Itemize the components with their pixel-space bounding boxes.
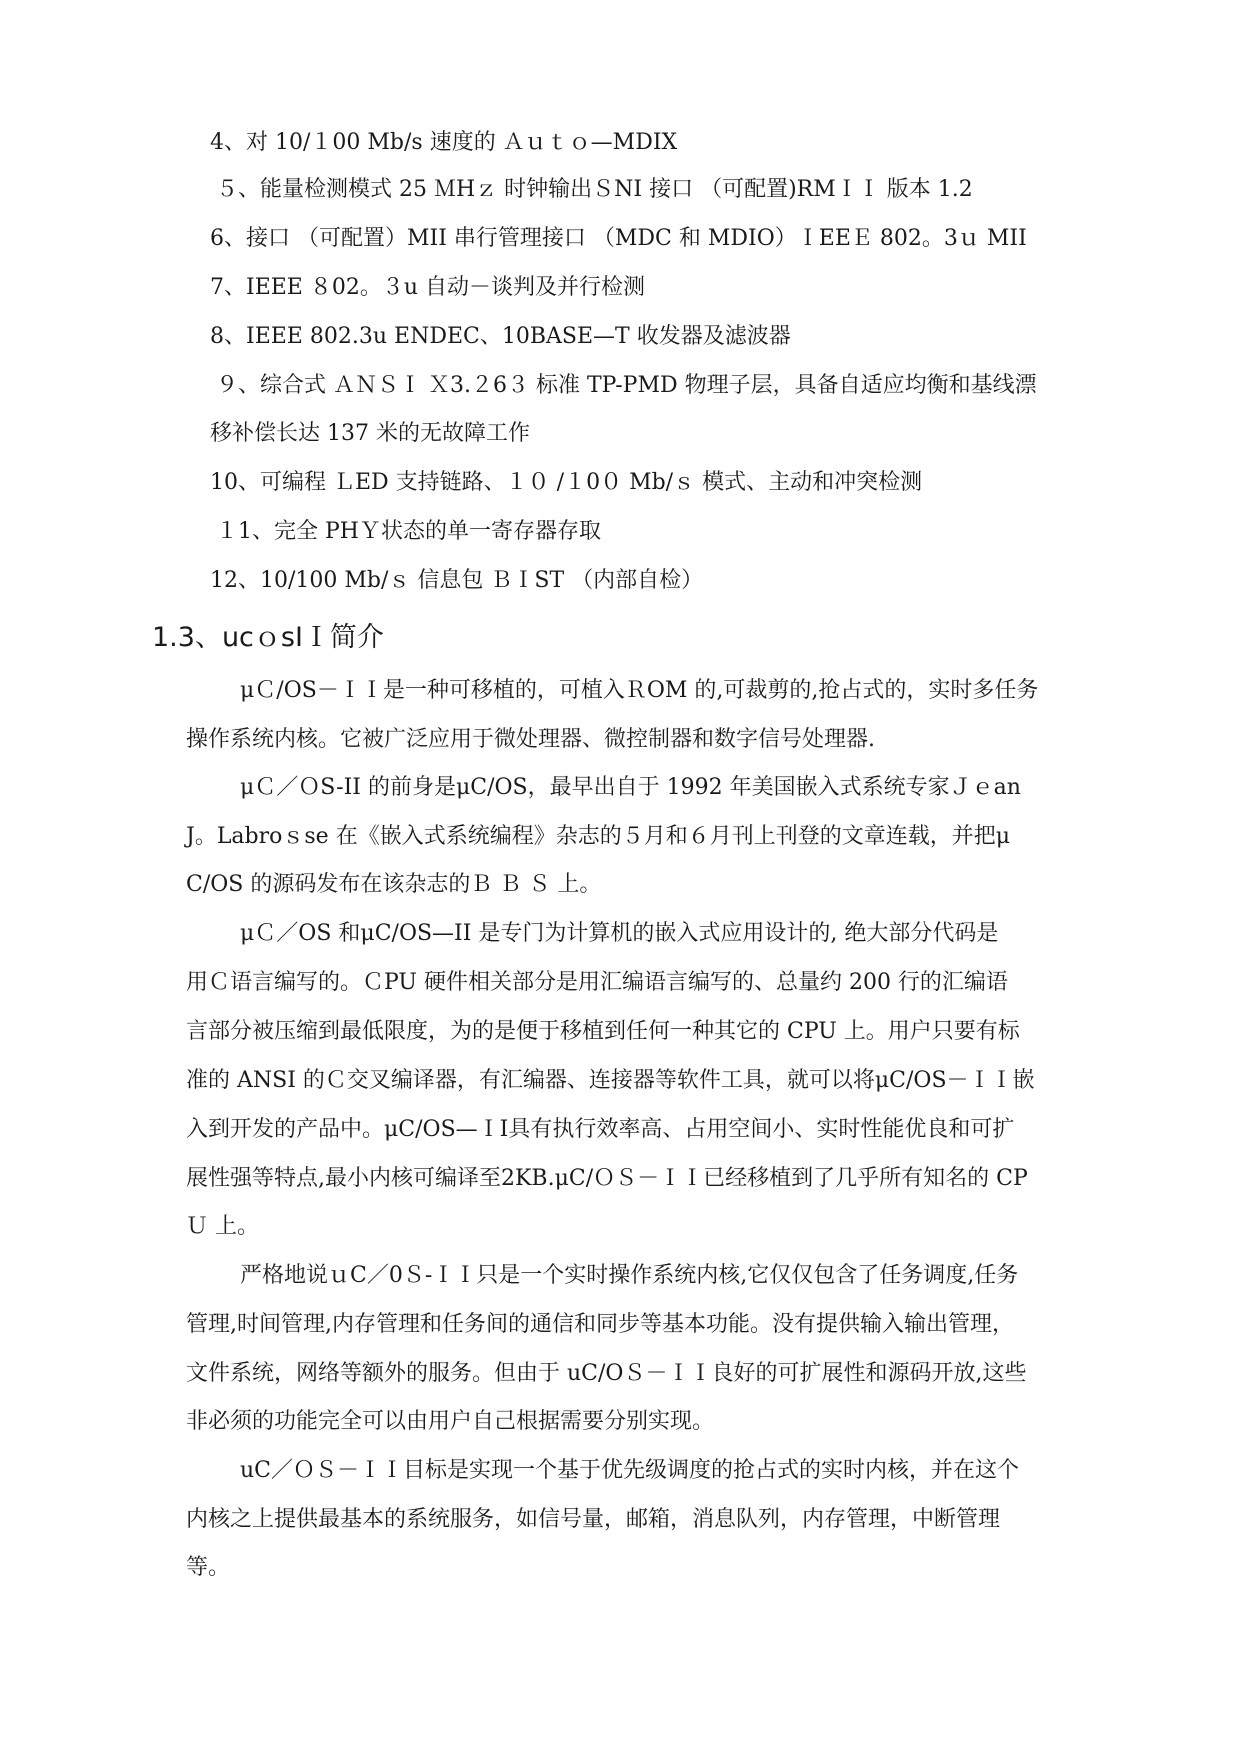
paragraph-line: 入到开发的产品中。μC/OS—ＩI具有执行效率高、占用空间小、实时性能优良和可扩	[186, 1117, 1015, 1142]
paragraph-line: C/OS 的源码发布在该杂志的Ｂ Ｂ Ｓ 上。	[186, 872, 602, 897]
paragraph-line: 内核之上提供最基本的系统服务，如信号量，邮箱，消息队列，内存管理，中断管理	[186, 1507, 1001, 1532]
feature-item-4: 4、对 10/１00 Mb/s 速度的 Ａｕｔｏ—MDIX	[210, 130, 678, 155]
paragraph-line: 展性强等特点,最小内核可编译至2KB.μC/ＯＳ－ＩＩ已经移植到了几乎所有知名的 CP	[186, 1166, 1028, 1191]
feature-item-5: ５、能量检测模式 25 ＭHｚ 时钟输出ＳNI 接口 （可配置)RMＩＩ 版本 1.2	[216, 177, 973, 202]
feature-item-9-continued: 移补偿长达 137 米的无故障工作	[210, 421, 530, 446]
paragraph-line: 准的 ANSI 的Ｃ交叉编译器，有汇编器、连接器等软件工具，就可以将μC/OS－ＩＩ嵌	[186, 1068, 1035, 1093]
paragraph-line: μＣ/OS－ＩＩ是一种可移植的，可植入ＲOM 的,可裁剪的,抢占式的，实时多任务	[240, 678, 1039, 703]
feature-item-8: 8、IEEE 802.3u ENDEC、10BASE—T 收发器及滤波器	[210, 324, 791, 349]
paragraph-line: 用Ｃ语言编写的。ＣPU 硬件相关部分是用汇编语言编写的、总量约 200 行的汇编语	[186, 970, 1008, 995]
section-heading: 1.3、ucｏsIＩ简介	[152, 622, 384, 653]
paragraph-line: μＣ／OS 和μC/OS—II 是专门为计算机的嵌入式应用设计的, 绝大部分代码是	[240, 921, 999, 946]
paragraph-line: uC／ＯＳ－ＩＩ目标是实现一个基于优先级调度的抢占式的实时内核，并在这个	[240, 1458, 1020, 1483]
paragraph-line: Ｕ 上。	[186, 1214, 259, 1239]
paragraph-line: 文件系统，网络等额外的服务。但由于 uC/OＳ－ＩＩ良好的可扩展性和源码开放,这些	[186, 1361, 1027, 1386]
paragraph-line: J。Labroｓse 在《嵌入式系统编程》杂志的５月和６月刊上刊登的文章连载，并把μ	[186, 824, 1010, 849]
paragraph-line: 操作系统内核。它被广泛应用于微处理器、微控制器和数字信号处理器.	[186, 727, 875, 752]
paragraph-line: 言部分被压缩到最低限度，为的是便于移植到任何一种其它的 CPU 上。用户只要有标	[186, 1019, 1020, 1044]
paragraph-line: 等。	[186, 1555, 231, 1580]
paragraph-line: 非必须的功能完全可以由用户自己根据需要分别实现。	[186, 1409, 715, 1434]
feature-item-7: 7、IEEE ８02。３u 自动－谈判及并行检测	[210, 275, 646, 300]
feature-item-10: 10、可编程 ＬED 支持链路、１０ /１0０ Mb/ｓ 模式、主动和冲突检测	[210, 470, 923, 495]
feature-item-6: 6、接口 （可配置）MII 串行管理接口 （MDC 和 MDIO）ＩEEＥ 802。3ｕ MII	[210, 226, 1027, 251]
feature-item-11: １1、完全 PHＹ状态的单一寄存器存取	[216, 519, 601, 544]
paragraph-line: 严格地说ｕC／0Ｓ-ＩＩ只是一个实时操作系统内核,它仅仅包含了任务调度,任务	[240, 1263, 1019, 1288]
feature-item-12: 12、10/100 Mb/ｓ 信息包 ＢＩST （内部自检）	[210, 568, 704, 593]
paragraph-line: μＣ／ＯS-II 的前身是μC/OS，最早出自于 1992 年美国嵌入式系统专家Ｊｅan	[240, 775, 1021, 800]
paragraph-line: 管理,时间管理,内存管理和任务间的通信和同步等基本功能。没有提供输入输出管理，	[186, 1312, 1014, 1337]
feature-item-9: ９、综合式 ＡＮＳＩ Ｘ3.２6３ 标准 TP-PMD 物理子层，具备自适应均衡和基线漂	[216, 373, 1037, 398]
